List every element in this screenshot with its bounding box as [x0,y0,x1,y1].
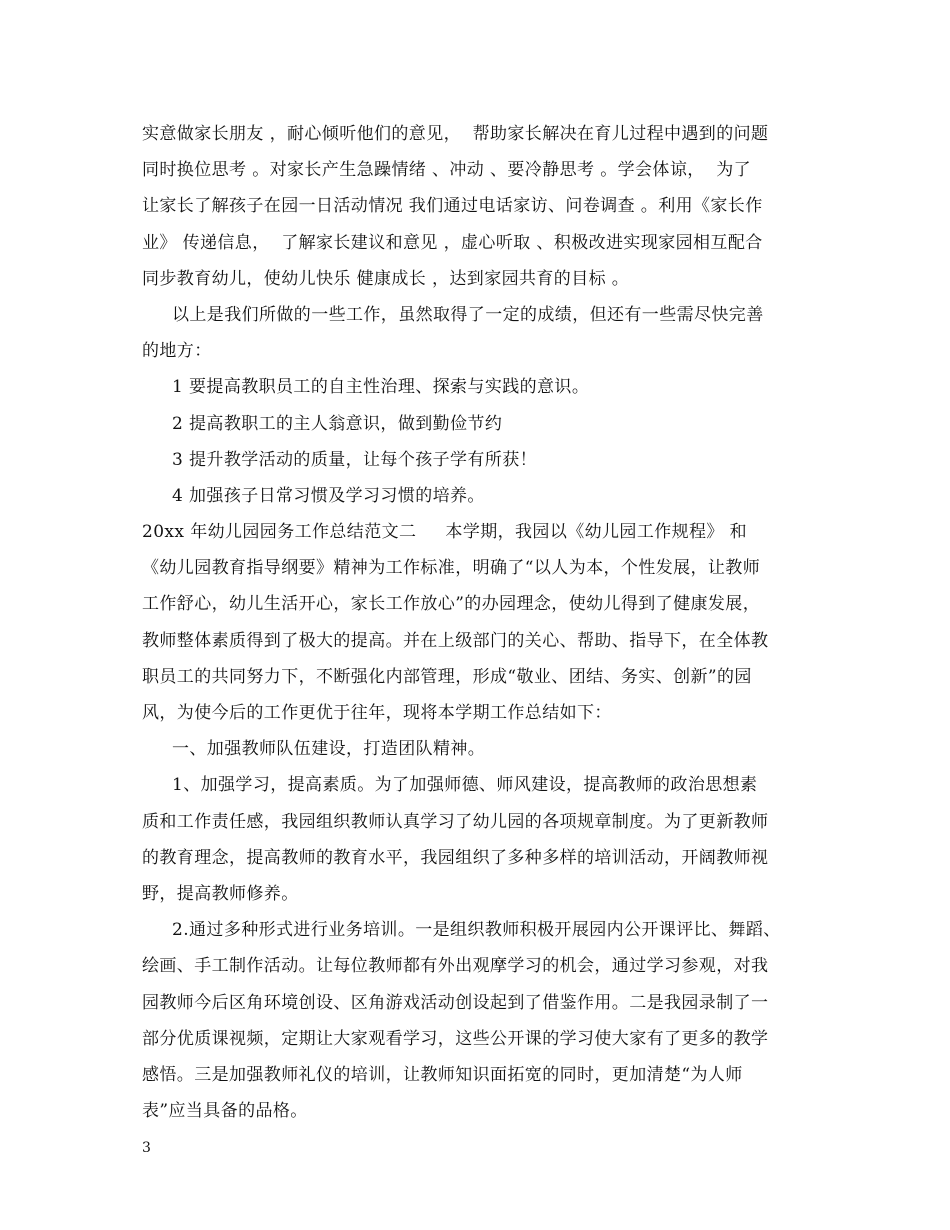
text-line: 2.通过多种形式进行业务培训。一是组织教师积极开展园内公开课评比、舞蹈、 [172,920,781,941]
text-line: 野，提高教师修养。 [142,883,299,904]
text-line: 工作舒心，幼儿生活开心，家长工作放心”的办园理念，使幼儿得到了健康发展， [142,594,761,615]
text-line: 绘画、手工制作活动。让每位教师都有外出观摩学习的机会，通过学习参观，对我 [142,956,769,977]
text-line: 同时换位思考 。对家长产生急躁情绪 、冲动 、要冷静思考 。学会体谅， 为了 [142,160,752,181]
text-line: 业》 传递信息， 了解家长建议和意见 ，虚心听取 、积极改进实现家园相互配合 [142,232,763,253]
document-body [142,116,822,1129]
text-line: 教师整体素质得到了极大的提高。并在上级部门的关心、帮助、指导下，在全体教 [142,630,769,651]
text-line: 20xx 年幼儿园园务工作总结范文二 本学期，我园以《幼儿园工作规程》 和 [142,522,748,543]
text-line: 1、加强学习，提高素质。为了加强师德、师风建设，提高教师的政治思想素 [172,775,758,796]
text-line: 表”应当具备的品格。 [142,1101,308,1122]
text-line: 实意做家长朋友 ，耐心倾听他们的意见， 帮助家长解决在育儿过程中遇到的问题 [142,124,769,144]
text-line: 同步教育幼儿，使幼儿快乐 健康成长 ，达到家园共育的目标 。 [142,268,630,289]
text-line: 质和工作责任感，我园组织教师认真学习了幼儿园的各项规章制度。为了更新教师 [142,811,769,832]
text-line: 3 提升教学活动的质量，让每个孩子学有所获！ [172,449,538,470]
text-line: 让家长了解孩子在园一日活动情况 我们通过电话家访、问卷调查 。利用《家长作 [142,196,763,217]
text-line: 感悟。三是加强教师礼仪的培训，让教师知识面拓宽的同时，更加清楚“为人师 [142,1064,743,1085]
text-line: 园教师今后区角环境创设、区角游戏活动创设起到了借鉴作用。二是我园录制了一 [142,992,769,1013]
text-line: 的教育理念，提高教师的教育水平，我园组织了多种多样的培训活动，开阔教师视 [142,847,769,868]
text-line: 《幼儿园教育指导纲要》精神为工作标准，明确了“以人为本，个性发展，让教师 [142,558,761,579]
text-line: 以上是我们所做的一些工作，虽然取得了一定的成绩，但还有一些需尽快完善 [172,304,764,325]
text-line: 风，为使今后的工作更优于往年，现将本学期工作总结如下： [142,703,612,723]
text-line: 2 提高教职工的主人翁意识，做到勤俭节约 [172,413,503,434]
text-line: 部分优质课视频，定期让大家观看学习，这些公开课的学习使大家有了更多的教学 [142,1028,769,1049]
text-line: 的地方： [142,341,212,362]
text-line: 一、加强教师队伍建设，打造团队精神。 [172,739,486,760]
text-line: 1 要提高教职员工的自主性治理、探索与实践的意识。 [172,377,590,398]
page-number: 3 [142,1140,151,1156]
text-line: 4 加强孩子日常习惯及学习习惯的培养。 [172,485,485,506]
text-line: 职员工的共同努力下，不断强化内部管理，形成“敬业、团结、务实、创新”的园 [142,666,752,687]
